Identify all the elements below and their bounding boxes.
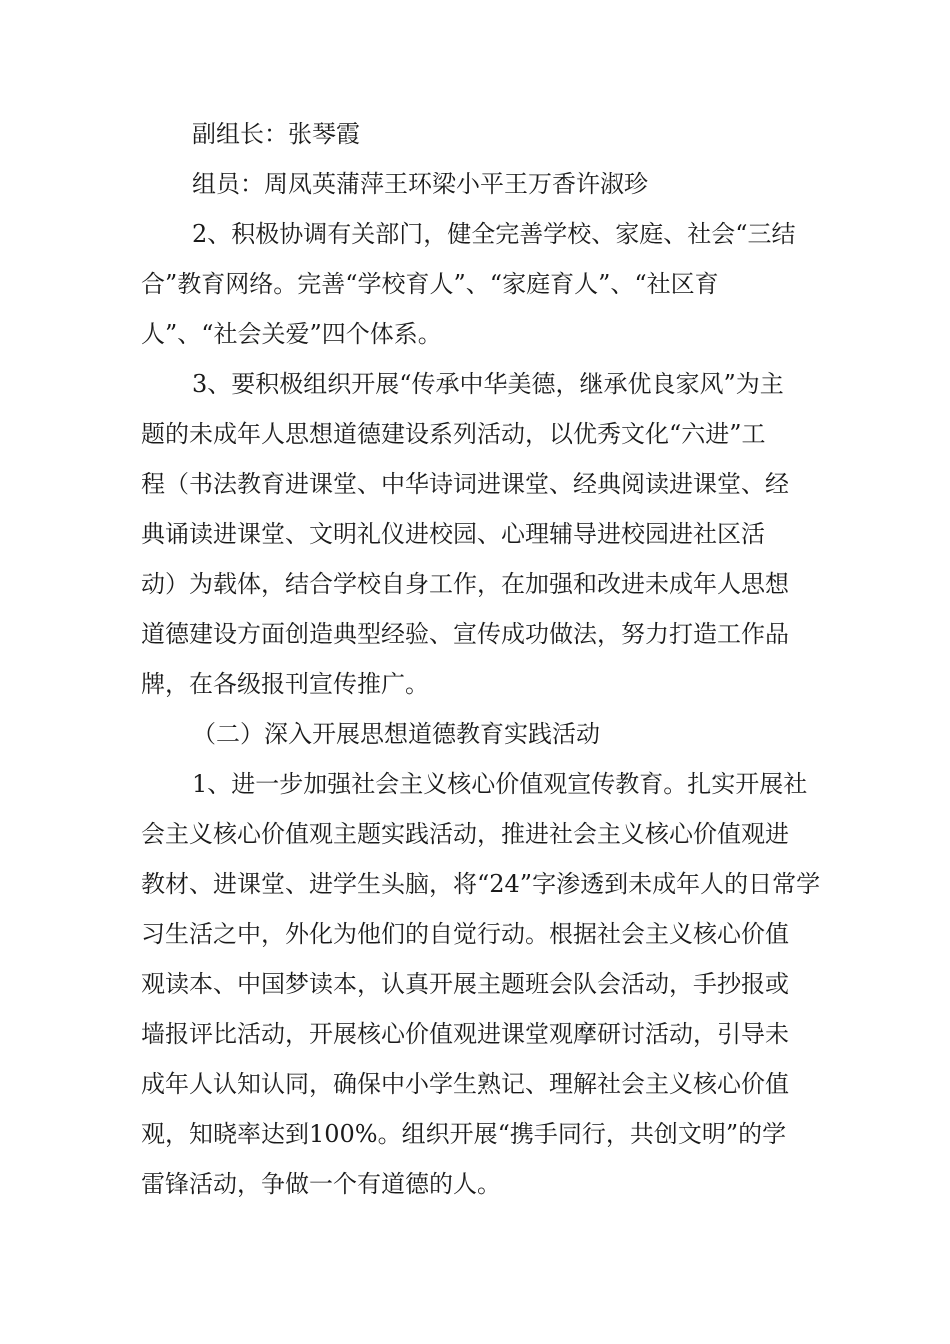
text-line: 典诵读进课堂、文明礼仪进校园、心理辅导进校园进社区活: [141, 520, 765, 548]
text-line: 人”、“社会关爱”四个体系。: [141, 320, 442, 348]
text-line: 道德建设方面创造典型经验、宣传成功做法，努力打造工作品: [141, 620, 789, 648]
text-line: 墙报评比活动，开展核心价值观进课堂观摩研讨活动，引导未: [141, 1020, 789, 1048]
text-line: 会主义核心价值观主题实践活动，推进社会主义核心价值观进: [141, 820, 789, 848]
text-line: 成年人认知认同，确保中小学生熟记、理解社会主义核心价值: [141, 1070, 789, 1098]
text-line: 动）为载体，结合学校自身工作，在加强和改进未成年人思想: [141, 570, 789, 598]
text-line-vice-leader: 副组长：张琴霞: [192, 120, 360, 148]
text-line: 雷锋活动，争做一个有道德的人。: [141, 1170, 501, 1198]
text-line: 教材、进课堂、进学生头脑，将“24”字渗透到未成年人的日常学: [141, 870, 821, 898]
text-line-item3-start: 3、要积极组织开展“传承中华美德，继承优良家风”为主: [192, 370, 784, 398]
text-line: 程（书法教育进课堂、中华诗词进课堂、经典阅读进课堂、经: [141, 470, 789, 498]
text-line: 合”教育网络。完善“学校育人”、“家庭育人”、“社区育: [141, 270, 719, 298]
text-line: 观读本、中国梦读本，认真开展主题班会队会活动，手抄报或: [141, 970, 789, 998]
text-line: 题的未成年人思想道德建设系列活动，以优秀文化“六进”工: [141, 420, 766, 448]
text-line: 观，知晓率达到100%。组织开展“携手同行，共创文明”的学: [141, 1120, 787, 1148]
text-line-item2-start: 2、积极协调有关部门，健全完善学校、家庭、社会“三结: [192, 220, 796, 248]
text-line-item1-start: 1、进一步加强社会主义核心价值观宣传教育。扎实开展社: [192, 770, 808, 798]
text-line: 习生活之中，外化为他们的自觉行动。根据社会主义核心价值: [141, 920, 789, 948]
text-line: 牌，在各级报刊宣传推广。: [141, 670, 429, 698]
section-heading: （二）深入开展思想道德教育实践活动: [192, 720, 600, 748]
text-line-members: 组员：周凤英蒲萍王环梁小平王万香许淑珍: [192, 170, 648, 198]
